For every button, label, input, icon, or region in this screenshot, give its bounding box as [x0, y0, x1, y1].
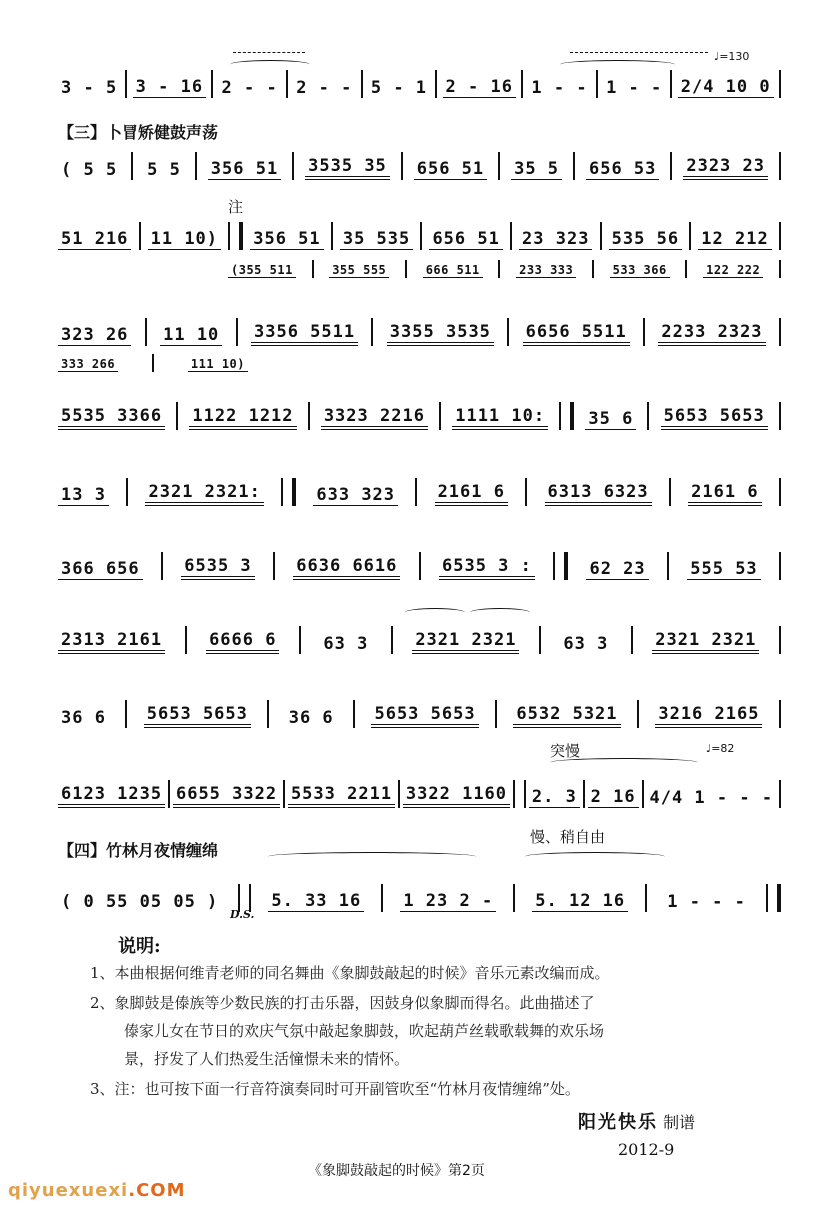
repeat-sign [553, 552, 568, 580]
signature-name: 阳光快乐 [578, 1112, 658, 1133]
barline [435, 70, 437, 98]
barline [779, 70, 781, 98]
barline [779, 402, 781, 430]
score-line-3-alternate [228, 260, 783, 278]
barline [152, 354, 154, 372]
measure: 51 216 [58, 229, 131, 250]
date: 2012-9 [618, 1140, 675, 1159]
measure: 5 5 [147, 160, 181, 180]
measure: 656 53 [586, 159, 659, 180]
tempo-marking-82: ♩=82 [706, 742, 735, 755]
measure: 2313 2161 [58, 630, 165, 654]
measure: 666 511 [423, 263, 483, 278]
score-line-1 [58, 70, 783, 98]
measure: 1122 1212 [189, 406, 296, 430]
barline [779, 260, 781, 278]
measure: 3356 5511 [251, 322, 358, 346]
score-line-5 [58, 402, 783, 430]
expression-mark-sudden-slow: 突慢 [550, 742, 581, 760]
note-line-1: 1、本曲根据何维青老师的同名舞曲《象脚鼓敲起的时候》音乐元素改编而成。 [90, 964, 610, 982]
note-line-5: 3、注：也可按下面一行音符演奏同时可开副管吹至“竹林月夜情缠绵”处。 [90, 1080, 580, 1098]
barline [637, 700, 639, 728]
slur [525, 852, 665, 861]
measure: 62 23 [586, 559, 648, 580]
measure: 333 266 [58, 357, 118, 372]
barline [420, 222, 422, 250]
measure: 3 - 5 [61, 78, 118, 98]
barline [353, 700, 355, 728]
measure: 2321 2321 [652, 630, 759, 654]
measure: 122 222 [703, 263, 763, 278]
measure: 656 51 [414, 159, 487, 180]
measure: 6123 1235 [58, 784, 165, 808]
measure: 3 - 16 [133, 77, 206, 98]
measure: 356 51 [250, 229, 323, 250]
barline [498, 152, 500, 180]
barline [600, 222, 602, 250]
barline [670, 152, 672, 180]
barline [779, 478, 781, 506]
score-line-4 [58, 318, 783, 346]
measure: 63 3 [563, 634, 609, 654]
notes-title: 说明: [118, 936, 161, 957]
barline [779, 780, 781, 808]
barline [643, 318, 645, 346]
measure: 6535 3 : [439, 556, 535, 580]
measure: 2321 2321 [412, 630, 519, 654]
barline [419, 552, 421, 580]
measure: 23 323 [519, 229, 592, 250]
measure: 2 - - [296, 78, 353, 98]
measure: 5653 5653 [144, 704, 251, 728]
slur [405, 608, 465, 617]
measure: 355 555 [329, 263, 389, 278]
barline [583, 780, 585, 808]
measure: 35 535 [340, 229, 413, 250]
watermark [8, 1180, 186, 1201]
barline [525, 478, 527, 506]
barline [131, 152, 133, 180]
measure: 12 212 [698, 229, 771, 250]
measure: 3535 35 [305, 156, 390, 180]
score-line-8 [58, 626, 783, 654]
barline [779, 318, 781, 346]
measure: 36 6 [288, 708, 334, 728]
barline [779, 700, 781, 728]
measure: 3323 2216 [321, 406, 428, 430]
slur [470, 608, 530, 617]
watermark-main: qiyuexuexi [8, 1180, 129, 1201]
barline [312, 260, 314, 278]
measure: 535 56 [609, 229, 682, 250]
barline [308, 402, 310, 430]
barline [779, 626, 781, 654]
barline [398, 780, 400, 808]
measure: 3355 3535 [387, 322, 494, 346]
barline [667, 552, 669, 580]
measure: 35 5 [511, 159, 562, 180]
barline [371, 318, 373, 346]
measure: 323 26 [58, 325, 131, 346]
barline [495, 700, 497, 728]
barline [779, 222, 781, 250]
measure: 63 3 [323, 634, 369, 654]
measure: 356 51 [208, 159, 281, 180]
measure: 2323 23 [683, 156, 768, 180]
measure: 111 10) [188, 357, 248, 372]
measure: 6535 3 [181, 556, 254, 580]
barline [642, 780, 644, 808]
barline [685, 260, 687, 278]
barline [669, 478, 671, 506]
measure: 1 - - [531, 78, 588, 98]
measure: 1 - - - [667, 892, 746, 912]
measure: 555 53 [687, 559, 760, 580]
repeat-sign [228, 222, 243, 250]
barline [689, 222, 691, 250]
measure: 366 656 [58, 559, 143, 580]
barline [273, 552, 275, 580]
measure: 4/4 1 - - - [649, 788, 774, 808]
repeat-sign [559, 402, 574, 430]
barline [361, 70, 363, 98]
barline [596, 70, 598, 98]
barline [125, 70, 127, 98]
section-4-heading: 【四】竹林月夜情缠绵 [58, 841, 219, 860]
measure: 35 6 [585, 409, 636, 430]
score-line-10 [58, 780, 783, 808]
barline [211, 70, 213, 98]
measure: 6636 6616 [293, 556, 400, 580]
barline [507, 318, 509, 346]
measure: 233 333 [516, 263, 576, 278]
measure: 5 - 1 [370, 78, 428, 98]
note-line-2: 2、象脚鼓是傣族等少数民族的打击乐器，因鼓身似象脚而得名。此曲描述了 [90, 994, 595, 1012]
measure: 13 3 [58, 485, 109, 506]
barline [139, 222, 141, 250]
barline [126, 478, 128, 506]
double-barline [513, 780, 526, 808]
measure: 5. 33 16 [268, 891, 364, 912]
measure: 2161 6 [688, 482, 761, 506]
measure: 5. 12 16 [532, 891, 628, 912]
barline [539, 626, 541, 654]
barline [145, 318, 147, 346]
measure: 11 10) [148, 229, 221, 250]
signature [578, 1108, 695, 1134]
measure: 2/4 10 0 [678, 77, 774, 98]
slur [550, 758, 698, 767]
score-line-9 [58, 700, 783, 728]
measure: 5653 5653 [661, 406, 768, 430]
barline [510, 222, 512, 250]
page-footer: 《象脚鼓敲起的时候》第2页 [308, 1163, 485, 1179]
dal-segno-mark: D.S. [230, 908, 255, 921]
watermark-suffix: .COM [128, 1180, 186, 1201]
measure: 11 10 [160, 325, 222, 346]
measure: 1 23 2 - [400, 891, 496, 912]
measure: 633 323 [313, 485, 398, 506]
barline [185, 626, 187, 654]
measure: 5653 5653 [371, 704, 478, 728]
barline [779, 552, 781, 580]
measure: 2233 2323 [658, 322, 765, 346]
barline [286, 70, 288, 98]
barline [292, 152, 294, 180]
barline [401, 152, 403, 180]
measure: 2321 2321: [145, 482, 263, 506]
barline [168, 780, 170, 808]
measure: 2161 6 [435, 482, 508, 506]
measure: 656 51 [429, 229, 502, 250]
score-line-3 [58, 222, 783, 250]
measure: 2 - 16 [443, 77, 516, 98]
barline [267, 700, 269, 728]
measure: ( 0 55 05 05 ) [61, 892, 219, 912]
measure: ( 5 5 [61, 160, 118, 180]
measure: 1111 10: [452, 406, 548, 430]
measure: 3322 1160 [403, 784, 510, 808]
measure: 5533 2211 [288, 784, 395, 808]
expression-mark-slow-free: 慢、稍自由 [530, 828, 606, 846]
barline [573, 152, 575, 180]
signature-suffix: 制谱 [663, 1113, 696, 1132]
measure: 6532 5321 [513, 704, 620, 728]
barline [521, 70, 523, 98]
measure: 6656 5511 [523, 322, 630, 346]
barline [647, 402, 649, 430]
measure: 1 - - [606, 78, 663, 98]
barline [299, 626, 301, 654]
tempo-marking-130: ♩=130 [714, 50, 750, 63]
barline [405, 260, 407, 278]
measure: 2. 3 [529, 787, 580, 808]
barline [670, 70, 672, 98]
barline [195, 152, 197, 180]
barline [779, 152, 781, 180]
barline [415, 478, 417, 506]
barline [176, 402, 178, 430]
barline [161, 552, 163, 580]
barline [283, 780, 285, 808]
score-line-6 [58, 478, 783, 506]
measure: 36 6 [61, 708, 106, 728]
slur [560, 60, 675, 69]
note-line-4: 景，抒发了人们热爱生活憧憬未来的情怀。 [124, 1050, 410, 1068]
repeat-sign [281, 478, 296, 506]
barline [236, 318, 238, 346]
measure: 3216 2165 [655, 704, 762, 728]
measure: 6655 3322 [173, 784, 280, 808]
annotation-note-mark: 注 [228, 198, 244, 216]
measure: 6666 6 [206, 630, 279, 654]
barline [645, 884, 647, 912]
trill-line [233, 52, 305, 53]
barline [439, 402, 441, 430]
barline [381, 884, 383, 912]
measure: (355 511 [228, 263, 296, 278]
score-line-7 [58, 552, 783, 580]
measure: 5535 3366 [58, 406, 165, 430]
barline [631, 626, 633, 654]
section-3-heading: 【三】卜冒矫健鼓声荡 [58, 123, 219, 142]
final-barline [766, 884, 781, 912]
measure: 2 - - [221, 78, 278, 98]
slur [268, 852, 476, 861]
measure: 533 366 [610, 263, 670, 278]
score-line-2 [58, 152, 783, 180]
slur [230, 60, 310, 69]
note-line-3: 傣家儿女在节日的欢庆气氛中敲起象脚鼓，吹起葫芦丝载歌载舞的欢乐场 [124, 1022, 605, 1040]
barline [592, 260, 594, 278]
score-line-11 [58, 884, 783, 912]
barline [498, 260, 500, 278]
barline [331, 222, 333, 250]
barline [125, 700, 127, 728]
measure: 6313 6323 [545, 482, 652, 506]
score-line-4-alternate [58, 354, 248, 372]
measure: 2 16 [588, 787, 639, 808]
barline [391, 626, 393, 654]
trill-line [570, 52, 708, 53]
barline [513, 884, 515, 912]
